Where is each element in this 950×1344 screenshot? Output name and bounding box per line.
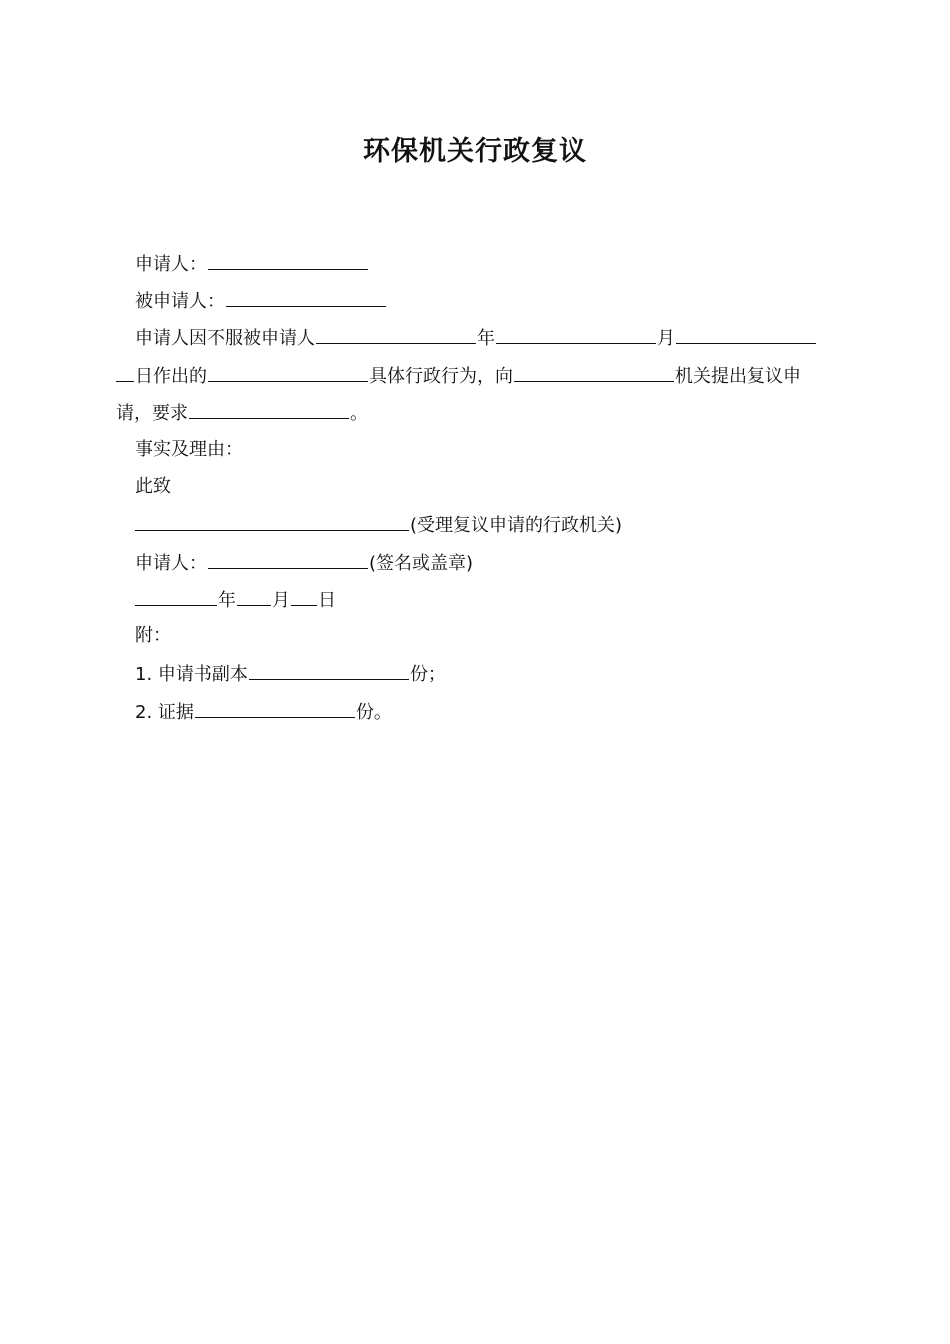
body-text-4: 机关提出复议申 bbox=[675, 366, 801, 387]
attachment-item-2-suffix: 份。 bbox=[355, 702, 392, 723]
body-text-3: 具体行政行为，向 bbox=[369, 366, 513, 387]
receiver-note: (受理复议申请的行政机关) bbox=[410, 515, 623, 536]
applicant-label: 申请人： bbox=[135, 254, 207, 275]
date-year: 年 bbox=[218, 590, 236, 611]
applicant-line bbox=[135, 250, 369, 278]
date-month: 月 bbox=[272, 590, 290, 611]
respondent-line bbox=[135, 287, 387, 315]
receiver-line bbox=[135, 511, 622, 539]
request-blank[interactable] bbox=[189, 399, 349, 419]
date-day-blank[interactable] bbox=[291, 586, 317, 606]
year-blank[interactable] bbox=[496, 324, 656, 344]
date-year-blank[interactable] bbox=[135, 586, 217, 606]
attachment-item-2-prefix: 2. 证据 bbox=[135, 702, 194, 723]
attachments-label: 附： bbox=[135, 625, 171, 646]
attachment-item-1-suffix: 份； bbox=[409, 664, 446, 685]
body-line-2 bbox=[116, 362, 801, 390]
attachment-item-1-blank[interactable] bbox=[249, 660, 409, 680]
body-line-1 bbox=[135, 324, 817, 352]
date-month-blank[interactable] bbox=[237, 586, 271, 606]
body-line-3 bbox=[116, 399, 368, 427]
attachment-item-2 bbox=[135, 698, 392, 726]
date-day: 日 bbox=[318, 590, 336, 611]
date-line bbox=[135, 586, 336, 614]
body-text-2: 日作出的 bbox=[135, 366, 207, 387]
body-text-5: 请，要求 bbox=[116, 403, 188, 424]
body-month: 月 bbox=[657, 328, 675, 349]
signature-label: 申请人： bbox=[135, 553, 207, 574]
receiver-blank[interactable] bbox=[135, 511, 409, 531]
respondent-blank[interactable] bbox=[226, 287, 386, 307]
attachment-item-2-blank[interactable] bbox=[195, 698, 355, 718]
signature-blank[interactable] bbox=[208, 549, 368, 569]
respondent-label: 被申请人： bbox=[135, 291, 225, 312]
signature-note: (签名或盖章) bbox=[369, 553, 474, 574]
applicant-blank[interactable] bbox=[208, 250, 368, 270]
body-text-1: 申请人因不服被申请人 bbox=[135, 328, 315, 349]
date-made-blank[interactable] bbox=[208, 362, 368, 382]
facts-heading: 事实及理由： bbox=[135, 439, 243, 460]
day-blank[interactable] bbox=[116, 362, 134, 382]
attachment-item-1 bbox=[135, 660, 446, 688]
document-title: 环保机关行政复议 bbox=[363, 136, 587, 167]
attachment-item-1-prefix: 1. 申请书副本 bbox=[135, 664, 248, 685]
agency-blank[interactable] bbox=[514, 362, 674, 382]
body-year: 年 bbox=[477, 328, 495, 349]
body-text-5-end: 。 bbox=[350, 403, 368, 424]
salutation: 此致 bbox=[135, 476, 171, 497]
signature-line bbox=[135, 549, 473, 577]
decision-blank[interactable] bbox=[316, 324, 476, 344]
month-blank[interactable] bbox=[676, 324, 816, 344]
